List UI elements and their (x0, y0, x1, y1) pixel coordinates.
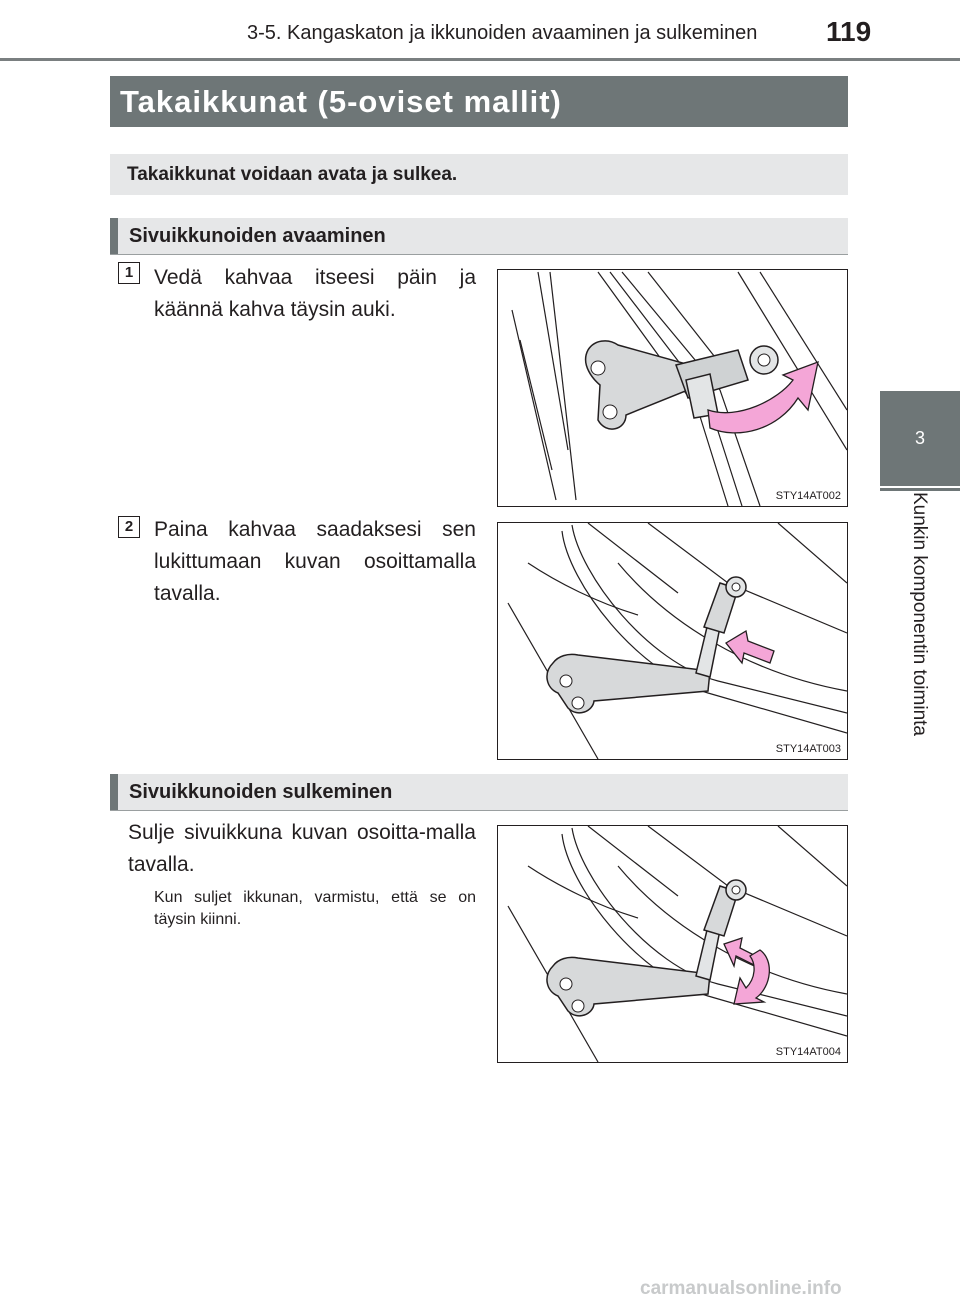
watermark: carmanualsonline.info (640, 1278, 842, 1299)
closing-text: Sulje sivuikkuna kuvan osoitta-malla tavalla. (128, 821, 476, 876)
chapter-side-label (865, 492, 960, 762)
figure-code-1: STY14AT002 (775, 490, 841, 502)
page-number: 119 (826, 16, 872, 47)
section-heading-closing: Sivuikkunoiden sulkeminen (110, 774, 848, 810)
step-1-text: Vedä kahvaa itseesi päin ja käännä kahva täysin auki. (154, 266, 476, 321)
figure-code-3: STY14AT004 (775, 1046, 841, 1058)
step-number-1: 1 (118, 262, 140, 284)
step-2-text: Paina kahvaa saadaksesi sen lukittumaan kuvan osoittamalla tavalla. (154, 518, 476, 605)
section-heading-opening: Sivuikkunoiden avaaminen (110, 218, 848, 254)
chapter-tab-rule (880, 488, 960, 491)
chapter-tab: 3 (880, 391, 960, 486)
section-rule (110, 810, 848, 811)
section-rule (110, 254, 848, 255)
chapter-side-label-text: Kunkin komponentin toiminta (909, 492, 930, 736)
closing-note: Kun suljet ikkunan, varmistu, että se on täysin kiinni. (154, 889, 476, 928)
step-number-2: 2 (118, 516, 140, 538)
running-header: 3-5. Kangaskaton ja ikkunoiden avaaminen ja sulkeminen (247, 22, 758, 44)
hinge-close-illustration (498, 826, 847, 1062)
figure-step-2 (497, 522, 848, 760)
figure-step-1 (497, 269, 848, 507)
hinge-lock-illustration (498, 523, 847, 759)
hinge-open-illustration (498, 270, 847, 506)
header-rule (0, 58, 960, 61)
page-title: Takaikkunat (5-oviset mallit) (110, 76, 848, 127)
figure-closing (497, 825, 848, 1063)
intro-box: Takaikkunat voidaan avata ja sulkea. (110, 154, 848, 195)
figure-code-2: STY14AT003 (775, 743, 841, 755)
